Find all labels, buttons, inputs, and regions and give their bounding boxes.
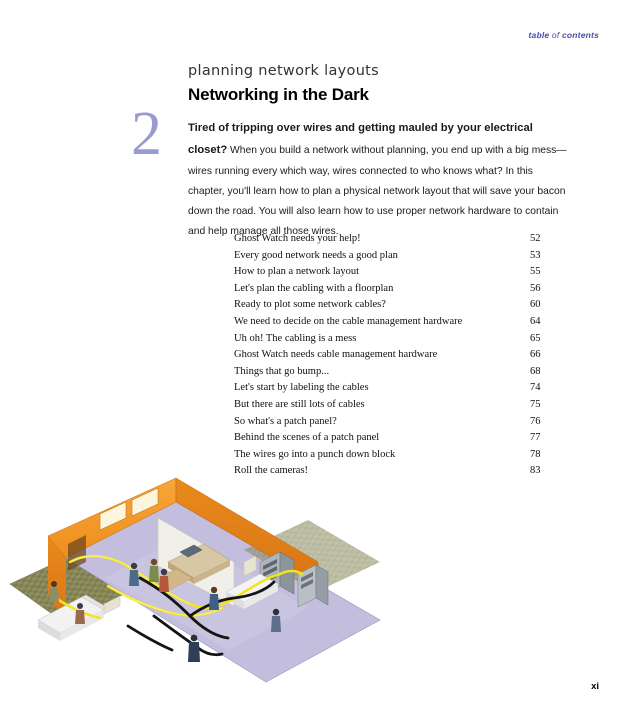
- toc-entry-title: But there are still lots of cables: [234, 398, 365, 410]
- toc-entry[interactable]: [234, 383, 550, 400]
- toc-entry-title: So what's a patch panel?: [234, 415, 337, 427]
- toc-entry[interactable]: [234, 433, 550, 450]
- toc-entry[interactable]: [234, 450, 550, 467]
- chapter-kicker: planning network layouts: [188, 63, 380, 79]
- toc-entry-title: The wires go into a punch down block: [234, 448, 396, 460]
- chapter-lede: [188, 118, 568, 242]
- toc-list: [234, 234, 550, 483]
- chapter-lede-lead: Tired of tripping over wires and getting mauled by your electrical closet?: [188, 122, 533, 156]
- toc-entry-title: Every good network needs a good plan: [234, 249, 398, 261]
- toc-entry-title: Uh oh! The cabling is a mess: [234, 332, 357, 344]
- toc-entry-page: 83: [530, 465, 541, 477]
- toc-entry-page: 78: [530, 448, 541, 460]
- toc-entry[interactable]: [234, 267, 550, 284]
- toc-entry[interactable]: [234, 284, 550, 301]
- toc-entry-page: 64: [530, 315, 541, 327]
- toc-entry-page: 68: [530, 365, 541, 377]
- toc-entry-title: We need to decide on the cable management hardware: [234, 315, 463, 327]
- toc-entry[interactable]: [234, 350, 550, 367]
- toc-entry-page: 76: [530, 415, 541, 427]
- toc-entry[interactable]: [234, 334, 550, 351]
- running-head-tail: contents: [561, 30, 599, 40]
- toc-entry[interactable]: [234, 417, 550, 434]
- chapter-title: Networking in the Dark: [188, 85, 369, 104]
- toc-entry[interactable]: [234, 234, 550, 251]
- toc-entry-page: 60: [530, 299, 541, 311]
- running-head-lead: table: [528, 30, 550, 40]
- toc-entry-title: Behind the scenes of a patch panel: [234, 432, 380, 444]
- toc-entry[interactable]: [234, 400, 550, 417]
- toc-entry[interactable]: [234, 300, 550, 317]
- toc-entry-page: 74: [530, 382, 541, 394]
- folio-page-number: xi: [591, 681, 599, 692]
- toc-entry-page: 75: [530, 398, 541, 410]
- toc-entry-title: How to plan a network layout: [234, 266, 360, 278]
- toc-entry-page: 55: [530, 266, 541, 278]
- chapter-lede-rest: When you build a network without planning, you end up with a big mess—wires running every which way, wires connected to who knows what? In this chapter, you'll learn how to plan a physical network layout that will save your bacon down the road. You will also learn how to use proper network hardware to contain and help manage all those wires.: [188, 144, 567, 237]
- toc-entry[interactable]: [234, 251, 550, 268]
- chapter-number: 2: [131, 100, 162, 168]
- toc-entry[interactable]: [234, 317, 550, 334]
- isometric-office-network-illustration: [8, 466, 412, 690]
- toc-entry-title: Things that go bump...: [234, 365, 330, 377]
- toc-entry-title: Roll the cameras!: [234, 465, 309, 477]
- running-head-of: of: [549, 30, 562, 40]
- toc-entry-title: Ghost Watch needs cable management hardware: [234, 349, 438, 361]
- toc-entry-title: Let's start by labeling the cables: [234, 382, 369, 394]
- toc-entry[interactable]: [234, 367, 550, 384]
- toc-entry-title: Let's plan the cabling with a floorplan: [234, 282, 394, 294]
- toc-entry-page: 66: [530, 349, 541, 361]
- running-head: [529, 30, 600, 40]
- toc-entry-page: 53: [530, 249, 541, 261]
- toc-entry-page: 52: [530, 233, 541, 244]
- toc-entry-title: Ghost Watch needs your help!: [234, 233, 361, 244]
- toc-entry-page: 77: [530, 432, 541, 444]
- toc-entry-page: 65: [530, 332, 541, 344]
- toc-entry-page: 56: [530, 282, 541, 294]
- toc-entry-title: Ready to plot some network cables?: [234, 299, 386, 311]
- chapter-heading-block: [188, 63, 568, 242]
